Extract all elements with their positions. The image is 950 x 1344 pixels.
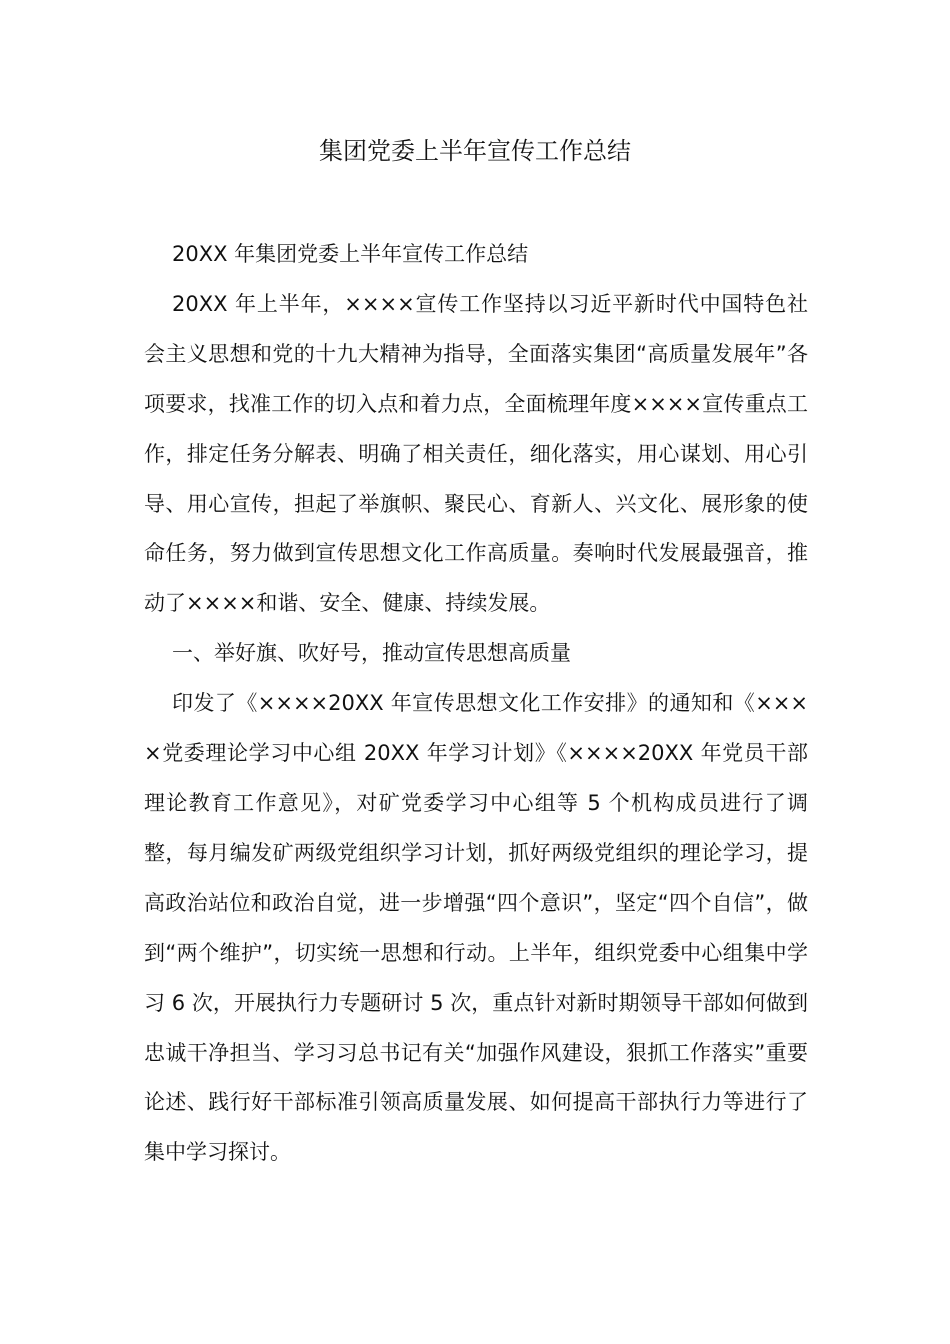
document-body [144,230,808,1178]
paragraph-intro: 20XX 年上半年，××××宣传工作坚持以习近平新时代中国特色社会主义思想和党的十九大精神为指导，全面落实集团“高质量发展年”各项要求，找准工作的切入点和着力点，全面梳理年度××××宣传重点工作，排定任务分解表、明确了相关责任，细化落实，用心谋划、用心引导、用心宣传，担起了举旗帜、聚民心、育新人、兴文化、展形象的使命任务，努力做到宣传思想文化工作高质量。奏响时代发展最强音，推动了××××和谐、安全、健康、持续发展。 [144,291,808,616]
section-heading-one: 一、举好旗、吹好号，推动宣传思想高质量 [172,641,571,666]
paragraph-heading: 20XX 年集团党委上半年宣传工作总结 [172,242,529,266]
paragraph-section-one: 印发了《××××20XX 年宣传思想文化工作安排》的通知和《××××党委理论学习中心组 20XX 年学习计划》《××××20XX 年党员干部理论教育工作意见》，对矿党委学习中心组等 5 个机构成员进行了调整，每月编发矿两级党组织学习计划，抓好两级党组织的理论学习，提高政治站位和政治自觉，进一步增强“四个意识”，坚定“四个自信”，做到“两个维护”，切实统一思想和行动。上半年，组织党委中心组集中学习 6 次，开展执行力专题研讨 5 次，重点针对新时期领导干部如何做到忠诚干净担当、学习习总书记有关“加强作风建设，狠抓工作落实”重要论述、践行好干部标准引领高质量发展、如何提高干部执行力等进行了集中学习探讨。 [144,691,808,1165]
document-title: 集团党委上半年宣传工作总结 [319,137,631,165]
